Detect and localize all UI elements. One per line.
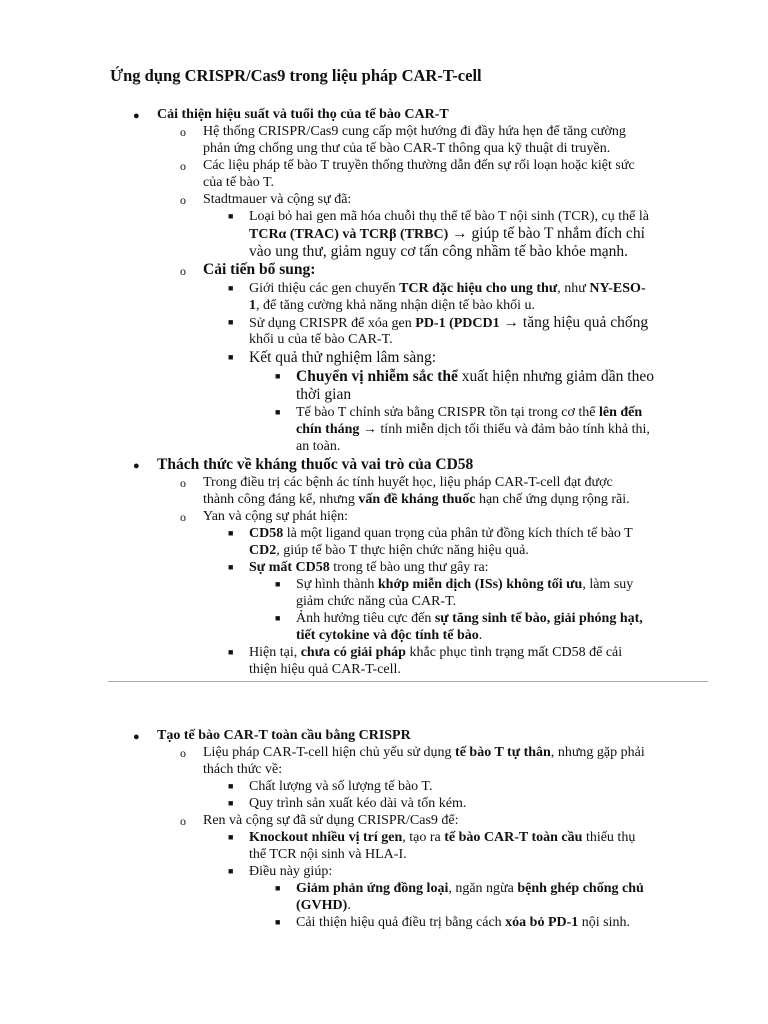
text-line: Ren và cộng sự đã sử dụng CRISPR/Cas9 để: — [203, 813, 459, 828]
text-line: Sự mất CD58 trong tế bào ung thư gây ra: — [249, 560, 489, 575]
circle-bullet: o — [180, 476, 186, 490]
text-line: Sử dụng CRISPR để xóa gen PD-1 (PDCD1 → tăng hiệu quả chống — [249, 314, 649, 331]
square-bullet: ■ — [228, 647, 234, 657]
square-bullet: ■ — [275, 613, 281, 623]
circle-bullet: o — [180, 264, 186, 278]
square-bullet: ■ — [275, 579, 281, 589]
text-line: Liệu pháp CAR-T-cell hiện chủ yếu sử dụng tế bào T tự thân, nhưng gặp phải — [203, 745, 645, 760]
subsection-heading: Cải tiến bổ sung: — [203, 261, 316, 278]
text-line: thiện hiệu quả CAR-T-cell. — [249, 662, 401, 677]
circle-bullet: o — [180, 814, 186, 828]
text-line: thể TCR nội sinh và HLA-I. — [249, 847, 407, 862]
square-bullet: ■ — [228, 798, 234, 808]
text-line: Yan và cộng sự phát hiện: — [203, 509, 348, 524]
circle-bullet: o — [180, 193, 186, 207]
square-bullet: ■ — [228, 211, 234, 221]
bullet-dot: ● — [133, 460, 140, 472]
text-line: CD58 là một ligand quan trọng của phân tử đồng kích thích tế bào T — [249, 526, 633, 541]
text-line: khối u của tế bào CAR-T. — [249, 332, 393, 347]
square-bullet: ■ — [275, 407, 281, 417]
square-bullet: ■ — [228, 832, 234, 842]
text-line: Các liệu pháp tế bào T truyền thống thường dẫn đến sự rối loạn hoặc kiệt sức — [203, 158, 635, 173]
text-line: Knockout nhiều vị trí gen, tạo ra tế bào CAR-T toàn cầu thiếu thụ — [249, 830, 636, 845]
text-line: giảm chức năng của CAR-T. — [296, 594, 457, 609]
square-bullet: ■ — [228, 352, 234, 362]
text-line: Điều này giúp: — [249, 864, 333, 879]
text-line: thành công đáng kể, nhưng vấn đề kháng thuốc hạn chế ứng dụng rộng rãi. — [203, 492, 630, 507]
text-line: Kết quả thử nghiệm lâm sàng: — [249, 349, 437, 366]
square-bullet: ■ — [228, 317, 234, 327]
text-line: Sự hình thành khớp miễn dịch (ISs) không tối ưu, làm suy — [296, 577, 634, 592]
square-bullet: ■ — [228, 528, 234, 538]
text-line: vào ung thư, giảm nguy cơ tấn công nhầm tế bào khỏe mạnh. — [249, 243, 629, 260]
square-bullet: ■ — [275, 917, 281, 927]
text-line: Tế bào T chỉnh sửa bằng CRISPR tồn tại trong cơ thể lên đến — [296, 405, 643, 420]
text-line: của tế bào T. — [203, 175, 275, 190]
text-line: Hiện tại, chưa có giải pháp khắc phục tình trạng mất CD58 để cải — [249, 645, 623, 660]
bullet-dot: ● — [133, 110, 140, 122]
text-line: 1, để tăng cường khả năng nhận diện tế bào khối u. — [249, 298, 535, 313]
square-bullet: ■ — [228, 781, 234, 791]
text-line: (GVHD). — [296, 898, 351, 913]
section-heading: Tạo tế bào CAR-T toàn cầu bằng CRISPR — [157, 728, 411, 743]
text-line: Loại bỏ hai gen mã hóa chuỗi thụ thể tế bào T nội sinh (TCR), cụ thể là — [249, 209, 649, 224]
text-line: CD2, giúp tế bào T thực hiện chức năng hiệu quả. — [249, 543, 529, 558]
text-line: Chất lượng và số lượng tế bào T. — [249, 779, 433, 794]
text-line: chín tháng → tính miễn dịch tối thiểu và đảm bảo tính khả thi, — [296, 422, 650, 437]
text-line: TCRα (TRAC) và TCRβ (TRBC) → giúp tế bào T nhắm đích chỉ — [249, 225, 645, 242]
text-line: Chuyển vị nhiễm sắc thể xuất hiện nhưng giảm dần theo — [296, 368, 654, 385]
text-line: thách thức về: — [203, 762, 283, 777]
text-line: phản ứng chống ung thư của tế bào CAR-T thông qua kỹ thuật di truyền. — [203, 141, 611, 156]
text-line: Ảnh hưởng tiêu cực đến sự tăng sinh tế bào, giải phóng hạt, — [296, 611, 643, 626]
text-line: thời gian — [296, 386, 352, 403]
section-heading: Cải thiện hiệu suất và tuổi thọ của tế bào CAR-T — [157, 107, 449, 122]
text-line: Cải thiện hiệu quả điều trị bằng cách xóa bỏ PD-1 nội sinh. — [296, 915, 631, 930]
text-line: Hệ thống CRISPR/Cas9 cung cấp một hướng đi đầy hứa hẹn để tăng cường — [203, 124, 626, 139]
text-line: Stadtmauer và cộng sự đã: — [203, 192, 352, 207]
circle-bullet: o — [180, 125, 186, 139]
circle-bullet: o — [180, 746, 186, 760]
square-bullet: ■ — [275, 883, 281, 893]
document-title: Ứng dụng CRISPR/Cas9 trong liệu pháp CAR-T-cell — [110, 66, 482, 85]
text-line: tiết cytokine và độc tính tế bào. — [296, 628, 483, 643]
square-bullet: ■ — [228, 283, 234, 293]
section-divider — [108, 681, 708, 682]
bullet-dot: ● — [133, 731, 140, 743]
square-bullet: ■ — [228, 562, 234, 572]
text-line: Trong điều trị các bệnh ác tính huyết học, liệu pháp CAR-T-cell đạt được — [203, 475, 613, 490]
text-line: Quy trình sản xuất kéo dài và tốn kém. — [249, 796, 467, 811]
square-bullet: ■ — [228, 866, 234, 876]
square-bullet: ■ — [275, 371, 281, 381]
circle-bullet: o — [180, 159, 186, 173]
text-line: an toàn. — [296, 439, 341, 454]
text-line: Giới thiệu các gen chuyển TCR đặc hiệu cho ung thư, như NY-ESO- — [249, 281, 646, 296]
text-line: Giảm phản ứng đồng loại, ngăn ngừa bệnh ghép chống chủ — [296, 881, 644, 896]
section-heading: Thách thức về kháng thuốc và vai trò của CD58 — [157, 456, 474, 473]
circle-bullet: o — [180, 510, 186, 524]
